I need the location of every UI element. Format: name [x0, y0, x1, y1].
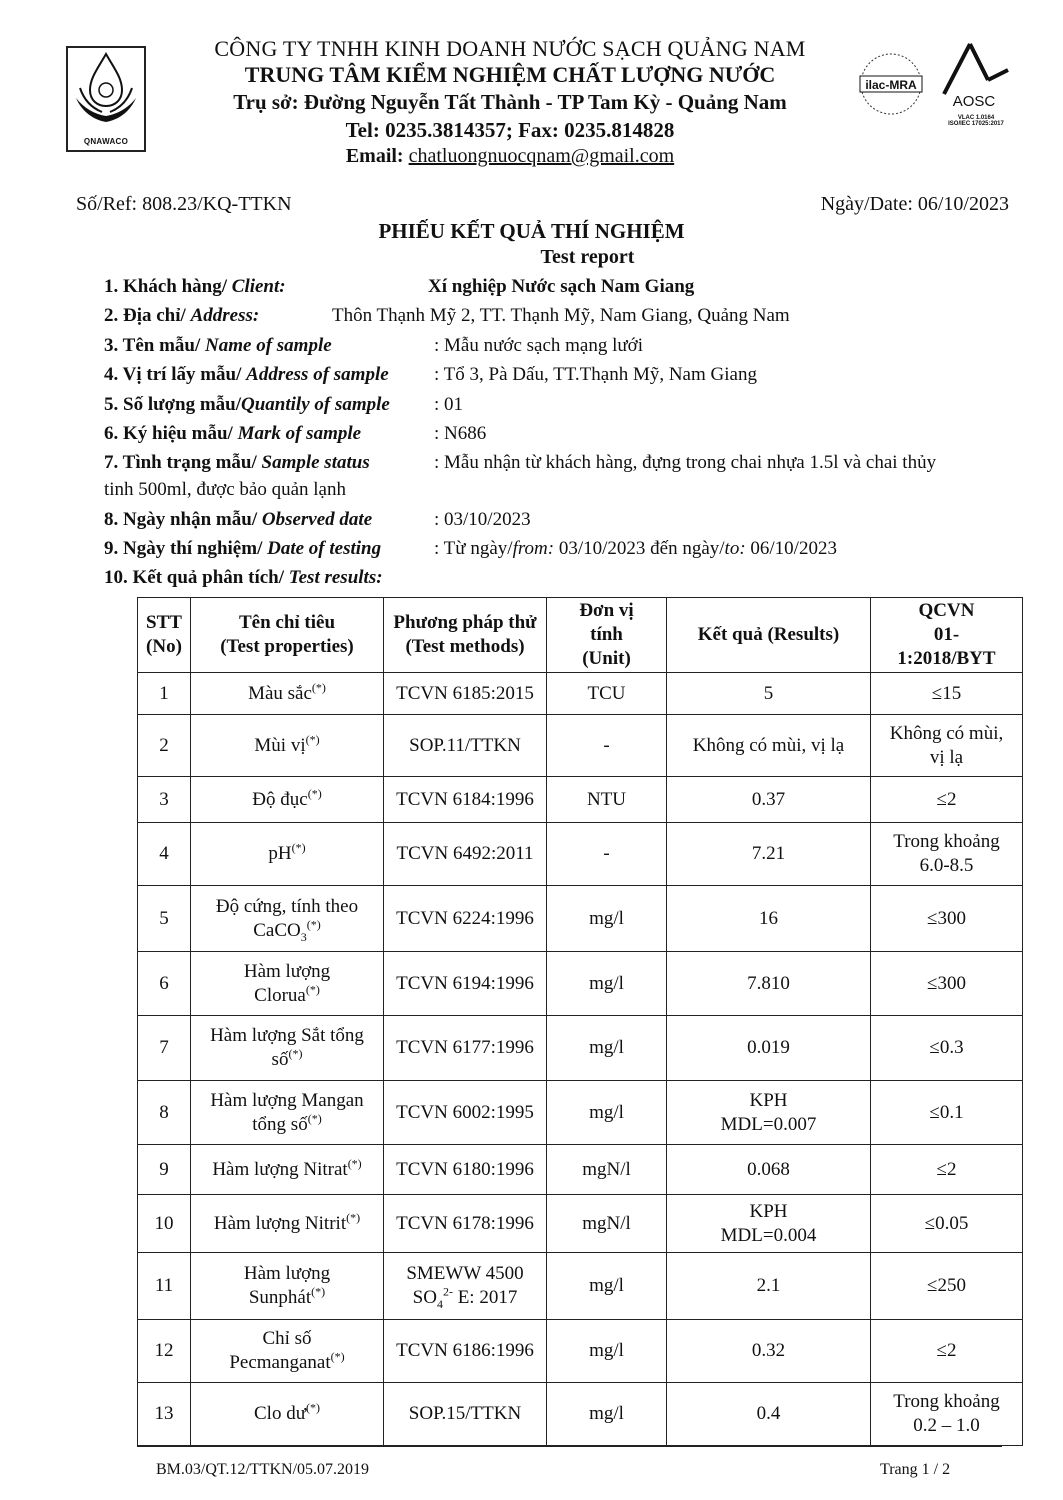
row-unit: mg/l	[547, 952, 667, 1016]
row-no: 2	[138, 715, 191, 777]
center-name: TRUNG TÂM KIỂM NGHIỆM CHẤT LƯỢNG NƯỚC	[244, 62, 776, 87]
testing-to-label: to:	[724, 538, 746, 559]
results-table	[137, 597, 1023, 1446]
row-method: TCVN 6224:1996	[384, 886, 547, 952]
row-limit: ≤250	[871, 1253, 1023, 1320]
row-method: TCVN 6184:1996	[384, 777, 547, 823]
row-method: SOP.15/TTKN	[384, 1383, 547, 1446]
water-drop-hands-icon	[68, 48, 144, 134]
reference-number: Số/Ref: 808.23/KQ-TTKN	[76, 193, 292, 215]
client-label: 1. Khách hàng/	[104, 276, 232, 297]
ilac-mra-icon	[856, 44, 926, 126]
row-method: TCVN 6194:1996	[384, 952, 547, 1016]
sample-name-value: : Mẫu nước sạch mạng lưới	[434, 335, 644, 356]
row-method: SMEWW 4500 $SO_4^{2-}$ E: 2017	[384, 1253, 547, 1320]
table-row	[138, 673, 1023, 715]
row-unit: mg/l	[547, 1320, 667, 1383]
row-result: 0.4	[667, 1383, 871, 1446]
row-method: TCVN 6185:2015	[384, 673, 547, 715]
mark-value: : N686	[434, 423, 487, 444]
testing-date-value	[434, 538, 837, 560]
client-label-en: Client:	[231, 276, 286, 297]
page-number: Trang 1 / 2	[880, 1461, 951, 1478]
row-unit: mgN/l	[547, 1195, 667, 1253]
table-row	[138, 1195, 1023, 1253]
row-result: 2.1	[667, 1253, 871, 1320]
row-limit: ≤300	[871, 886, 1023, 952]
row-property: Clo dư(*)	[191, 1383, 384, 1446]
row-property: Hàm lượng Nitrit(*)	[191, 1195, 384, 1253]
row-method: TCVN 6186:1996	[384, 1320, 547, 1383]
table-row	[138, 952, 1023, 1016]
row-method: TCVN 6492:2011	[384, 823, 547, 886]
row-no: 8	[138, 1081, 191, 1145]
row-result: 7.21	[667, 823, 871, 886]
testing-date-line	[104, 538, 381, 560]
row-property: Hàm lượng Mangan tổng số(*)	[191, 1081, 384, 1145]
row-limit: Trong khoảng 0.2 – 1.0	[871, 1383, 1023, 1446]
table-row	[138, 1253, 1023, 1320]
aosc-triangle-icon	[930, 40, 1022, 110]
row-limit: ≤15	[871, 673, 1023, 715]
status-line	[104, 452, 370, 474]
phone-fax: Tel: 0235.3814357; Fax: 0235.814828	[345, 118, 675, 142]
row-limit: ≤2	[871, 1320, 1023, 1383]
row-unit: mg/l	[547, 1016, 667, 1081]
row-limit: Trong khoảng 6.0-8.5	[871, 823, 1023, 886]
form-code: BM.03/QT.12/TTKN/05.07.2019	[156, 1461, 370, 1478]
status-label-en: Sample status	[261, 452, 370, 473]
quantity-value: : 01	[434, 394, 464, 415]
address-label: 2. Địa chỉ/	[104, 305, 191, 326]
mark-label-en: Mark of sample	[237, 423, 362, 444]
row-limit: ≤2	[871, 1145, 1023, 1195]
header-qcvn: QCVN 01- 1:2018/BYT	[871, 598, 1023, 673]
client-line	[104, 276, 286, 298]
client-value: Xí nghiệp Nước sạch Nam Giang	[428, 276, 695, 297]
row-unit: mg/l	[547, 1253, 667, 1320]
row-property: Hàm lượng Sunphát(*)	[191, 1253, 384, 1320]
header-unit: Đơn vị tính (Unit)	[547, 598, 667, 673]
status-value-continued: tinh 500ml, được bảo quản lạnh	[104, 479, 346, 500]
company-logo	[66, 46, 146, 152]
row-property: Hàm lượng Nitrat(*)	[191, 1145, 384, 1195]
results-label: 10. Kết quả phân tích/	[104, 567, 289, 588]
row-method: TCVN 6002:1995	[384, 1081, 547, 1145]
table-row	[138, 823, 1023, 886]
sample-name-label: 3. Tên mẫu/	[104, 335, 206, 356]
address-value: Thôn Thạnh Mỹ 2, TT. Thạnh Mỹ, Nam Giang, Quảng Nam	[332, 305, 790, 326]
mark-label: 6. Ký hiệu mẫu/	[104, 423, 238, 444]
table-row	[138, 886, 1023, 952]
row-property: pH(*)	[191, 823, 384, 886]
status-value: : Mẫu nhận từ khách hàng, đựng trong chai nhựa 1.5l và chai thủy	[434, 452, 937, 473]
testing-from-label: from:	[512, 538, 555, 559]
row-no: 3	[138, 777, 191, 823]
headquarters: Trụ sở: Đường Nguyễn Tất Thành - TP Tam Kỳ - Quảng Nam	[233, 90, 787, 114]
header-properties: Tên chỉ tiêu (Test properties)	[191, 598, 384, 673]
table-row	[138, 1383, 1023, 1446]
vlac-code: VLAC 1.0164	[957, 115, 995, 121]
testing-to-prefix: 03/10/2023 đến ngày/	[554, 538, 725, 559]
observed-date-line	[104, 509, 372, 531]
row-result: Không có mùi, vị lạ	[667, 715, 871, 777]
row-property: Chỉ số Pecmanganat(*)	[191, 1320, 384, 1383]
row-method: TCVN 6178:1996	[384, 1195, 547, 1253]
company-name: CÔNG TY TNHH KINH DOANH NƯỚC SẠCH QUẢNG NAM	[214, 36, 806, 61]
quantity-label-en: Quantily of sample	[241, 394, 390, 415]
header-results: Kết quả (Results)	[667, 598, 871, 673]
mark-line	[104, 423, 361, 445]
results-heading	[104, 567, 383, 589]
observed-date-value: : 03/10/2023	[434, 509, 531, 530]
aosc-badge	[930, 40, 1022, 136]
email-link[interactable]: chatluongnuocqnam@gmail.com	[408, 145, 675, 167]
table-row	[138, 1081, 1023, 1145]
status-label: 7. Tình trạng mẫu/	[104, 452, 262, 473]
row-no: 7	[138, 1016, 191, 1081]
row-property: Hàm lượng Clorua(*)	[191, 952, 384, 1016]
row-result: KPH MDL=0.007	[667, 1081, 871, 1145]
row-result: 0.32	[667, 1320, 871, 1383]
sample-address-label-en: Address of sample	[246, 364, 389, 385]
row-no: 11	[138, 1253, 191, 1320]
sample-address-line	[104, 364, 389, 386]
row-limit: ≤0.3	[871, 1016, 1023, 1081]
sample-address-label: 4. Vị trí lấy mẫu/	[104, 364, 247, 385]
row-result: 5	[667, 673, 871, 715]
table-row	[138, 1016, 1023, 1081]
row-limit: ≤0.1	[871, 1081, 1023, 1145]
row-property: Độ cứng, tính theo CaCO$_3$(*)	[191, 886, 384, 952]
row-no: 10	[138, 1195, 191, 1253]
row-result: KPH MDL=0.004	[667, 1195, 871, 1253]
sample-address-value: : Tổ 3, Pà Dấu, TT.Thạnh Mỹ, Nam Giang	[434, 364, 757, 385]
row-no: 1	[138, 673, 191, 715]
table-row	[138, 1145, 1023, 1195]
row-limit: ≤0.05	[871, 1195, 1023, 1253]
ilac-label: ilac-MRA	[865, 78, 917, 92]
row-result: 16	[667, 886, 871, 952]
quantity-label: 5. Số lượng mẫu/	[104, 394, 242, 415]
row-no: 5	[138, 886, 191, 952]
report-date: Ngày/Date: 06/10/2023	[820, 193, 1009, 215]
row-method: SOP.11/TTKN	[384, 715, 547, 777]
row-no: 12	[138, 1320, 191, 1383]
testing-date-label-en: Date of testing	[267, 538, 382, 559]
email-line	[160, 145, 860, 168]
row-property: Mùi vị(*)	[191, 715, 384, 777]
row-method: TCVN 6177:1996	[384, 1016, 547, 1081]
row-unit: TCU	[547, 673, 667, 715]
row-unit: mgN/l	[547, 1145, 667, 1195]
table-row	[138, 1320, 1023, 1383]
email-label: Email:	[345, 145, 409, 167]
row-unit: mg/l	[547, 1383, 667, 1446]
row-property: Màu sắc(*)	[191, 673, 384, 715]
row-limit: Không có mùi, vị lạ	[871, 715, 1023, 777]
testing-date-label: 9. Ngày thí nghiệm/	[104, 538, 268, 559]
row-property: Hàm lượng Sắt tổng số(*)	[191, 1016, 384, 1081]
results-label-en: Test results:	[288, 567, 383, 588]
iso-code: ISO/IEC 17025:2017	[948, 121, 1004, 127]
header-no: STT (No)	[138, 598, 191, 673]
row-no: 6	[138, 952, 191, 1016]
observed-date-label: 8. Ngày nhận mẫu/	[104, 509, 262, 530]
sample-name-label-en: Name of sample	[205, 335, 332, 356]
row-unit: NTU	[547, 777, 667, 823]
row-limit: ≤2	[871, 777, 1023, 823]
address-line	[104, 305, 259, 327]
address-label-en: Address:	[190, 305, 260, 326]
row-unit: mg/l	[547, 886, 667, 952]
testing-to-date: 06/10/2023	[745, 538, 837, 559]
sample-name-line	[104, 335, 332, 357]
table-row	[138, 777, 1023, 823]
table-row	[138, 715, 1023, 777]
row-limit: ≤300	[871, 952, 1023, 1016]
observed-date-label-en: Observed date	[261, 509, 373, 530]
row-result: 7.810	[667, 952, 871, 1016]
row-unit: mg/l	[547, 1081, 667, 1145]
row-unit: -	[547, 823, 667, 886]
footer-divider	[137, 1446, 1002, 1447]
row-result: 0.068	[667, 1145, 871, 1195]
ilac-mra-badge	[856, 44, 926, 126]
header-methods: Phương pháp thử (Test methods)	[384, 598, 547, 673]
aosc-label: AOSC	[952, 93, 996, 110]
row-property: Độ đục(*)	[191, 777, 384, 823]
row-method: TCVN 6180:1996	[384, 1145, 547, 1195]
table-header-row	[138, 598, 1023, 673]
quantity-line	[104, 394, 390, 416]
testing-from-prefix: : Từ ngày/	[434, 538, 513, 559]
row-result: 0.019	[667, 1016, 871, 1081]
row-no: 4	[138, 823, 191, 886]
row-no: 13	[138, 1383, 191, 1446]
report-subtitle: Test report	[540, 246, 635, 268]
row-no: 9	[138, 1145, 191, 1195]
row-result: 0.37	[667, 777, 871, 823]
row-unit: -	[547, 715, 667, 777]
logo-caption: QNAWACO	[83, 137, 129, 146]
report-title: PHIẾU KẾT QUẢ THÍ NGHIỆM	[378, 219, 685, 243]
